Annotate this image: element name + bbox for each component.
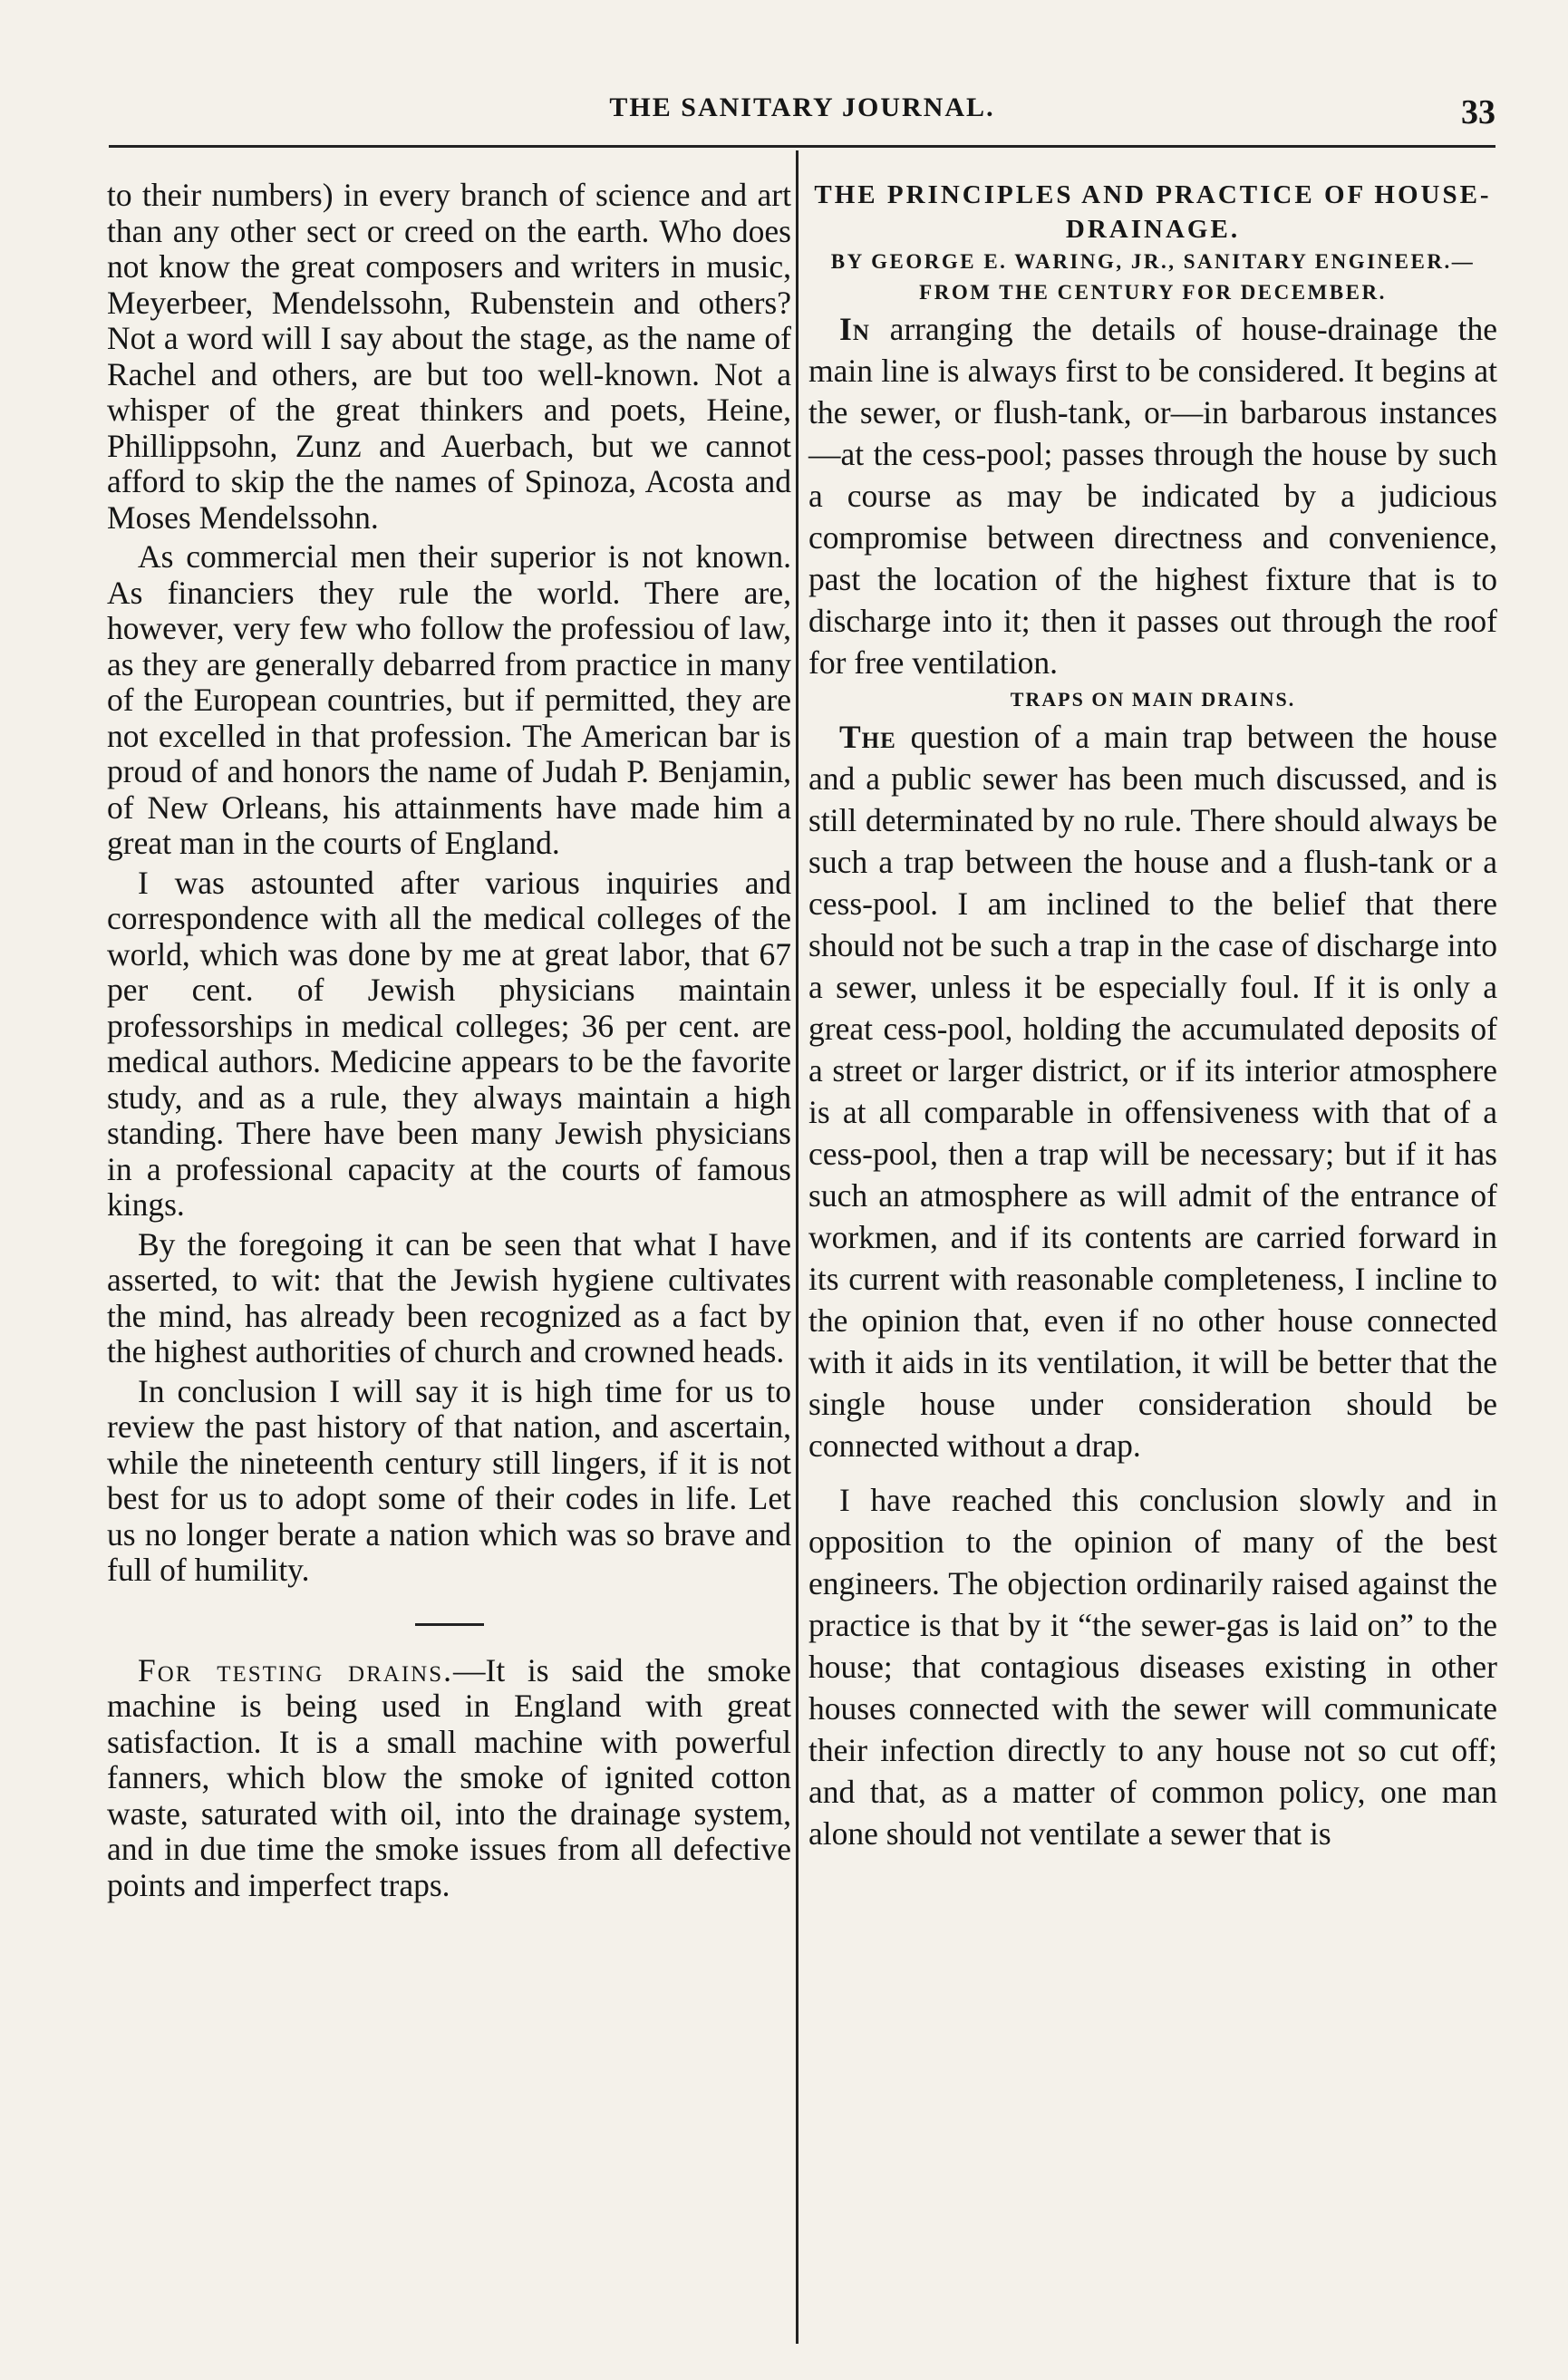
left-paragraph-5: In conclusion I will say it is high time for us to review the past history of that nation, and ascertain, while the nineteenth century still lingers, if it is not best for us to adopt some of their codes in life. Let us no longer berate a nation which was so brave and full of humility. (107, 1372, 791, 1588)
left-paragraph-4: By the foregoing it can be seen that what I have asserted, to wit: that the Jewish hygiene cultivates the mind, has already been recognized as a fact by the highest authorities of church and crowned heads. (107, 1225, 791, 1369)
section-rule (415, 1623, 484, 1626)
article-byline: BY GEORGE E. WARING, JR., SANITARY ENGINEER.—FROM THE CENTURY FOR DECEMBER. (830, 250, 1476, 304)
left-paragraph-2: As commercial men their superior is not known. As financiers they rule the world. There are, however, very few who follow the professiou of law, as they are generally debarred from practice in many of the European countries, but if permitted, they are not excelled in that profession. The American bar is proud of and honors the name of Judah P. Benjamin, of New Orleans, his attainments have made him a great man in the courts of England. (107, 538, 791, 861)
right-column (808, 178, 1497, 1854)
right-paragraph-2-lead: The (839, 719, 896, 755)
running-head (109, 91, 1495, 148)
left-column (107, 178, 791, 1903)
right-paragraph-2 (808, 716, 1497, 1466)
right-paragraph-1 (808, 308, 1497, 683)
left-paragraph-1: to their numbers) in every branch of science and art than any other sect or creed on the earth. Who does not know the great composers and writers in music, Meyerbeer, Mendelssohn, Rubenstein and others? Not a word will I say about the stage, as the name of Rachel and others, are but too well-known. Not a whisper of the great thinkers and poets, Heine, Phillippsohn, Zunz and Auerbach, but we cannot afford to skip the the names of Spinoza, Acosta and Moses Mendelssohn. (107, 177, 791, 536)
running-title: THE SANITARY JOURNAL. (609, 92, 995, 122)
testing-drains-text: —It is said the smoke machine is being used in England with great satisfaction. It is a small machine with powerful fanners, which blow the smoke of ignited cotton waste, saturated with oil, into the drainage system, and in due time the smoke issues from all defective points and imperfect traps. (107, 1651, 791, 1903)
section-subhead: TRAPS ON MAIN DRAINS. (1010, 688, 1296, 711)
testing-drains-paragraph (107, 1653, 791, 1904)
right-paragraph-2-text: question of a main trap between the house and a public sewer has been much discussed, and is still determinated by no rule. There should always be such a trap between the house and a flush-tank or a cess-pool. I am inclined to the belief that there should not be such a trap in the case of discharge into a sewer, unless it be especially foul. If it is only a great cess-pool, holding the accumulated deposits of a street or larger district, or if its interior atmosphere is at all comparable in offensiveness with that of a cess-pool, then a trap will be necessary; but if it has such an atmosphere as will admit of the entrance of workmen, and if its contents are carried forward in its current with reasonable completeness, I incline to the opinion that, even if no other house connected with it aids in its ventilation, it will be better that the single house under consideration should be connected without a drap. (808, 719, 1497, 1464)
right-paragraph-3: I have reached this conclusion slowly and in opposition to the opinion of many of the best engineers. The objection ordinarily raised against the practice is that by it “the sewer-gas is laid on” to the house; that contagious diseases existing in other houses connected with the sewer will communicate their infection directly to any house not so cut off; and that, as a matter of common policy, one man alone should not ventilate a sewer that is (808, 1482, 1497, 1852)
column-divider (796, 150, 799, 2344)
article-title: THE PRINCIPLES AND PRACTICE OF HOUSE-DRAINAGE. (814, 180, 1492, 244)
page-number: 33 (1461, 93, 1495, 131)
right-paragraph-1-text: arranging the details of house-drainage the main line is always first to be considered. It begins at the sewer, or flush-tank, or—in barbarous instances—at the cess-pool; passes through the house by such a course as may be indicated by a judicious compromise between directness and convenience, past the location of the highest fixture that is to discharge into it; then it passes out through the roof for free ventilation. (808, 311, 1497, 681)
right-paragraph-1-lead: In (839, 311, 870, 347)
testing-drains-lead: For testing drains. (138, 1651, 454, 1688)
left-paragraph-3: I was astounted after various inquiries and correspondence with all the medical colleges of the world, which was done by me at great labor, that 67 per cent. of Jewish physicians maintain professorships in medical colleges; 36 per cent. are medical authors. Medicine appears to be the favorite study, and as a rule, they always maintain a high standing. There have been many Jewish physicians in a professional capacity at the courts of famous kings. (107, 864, 791, 1223)
